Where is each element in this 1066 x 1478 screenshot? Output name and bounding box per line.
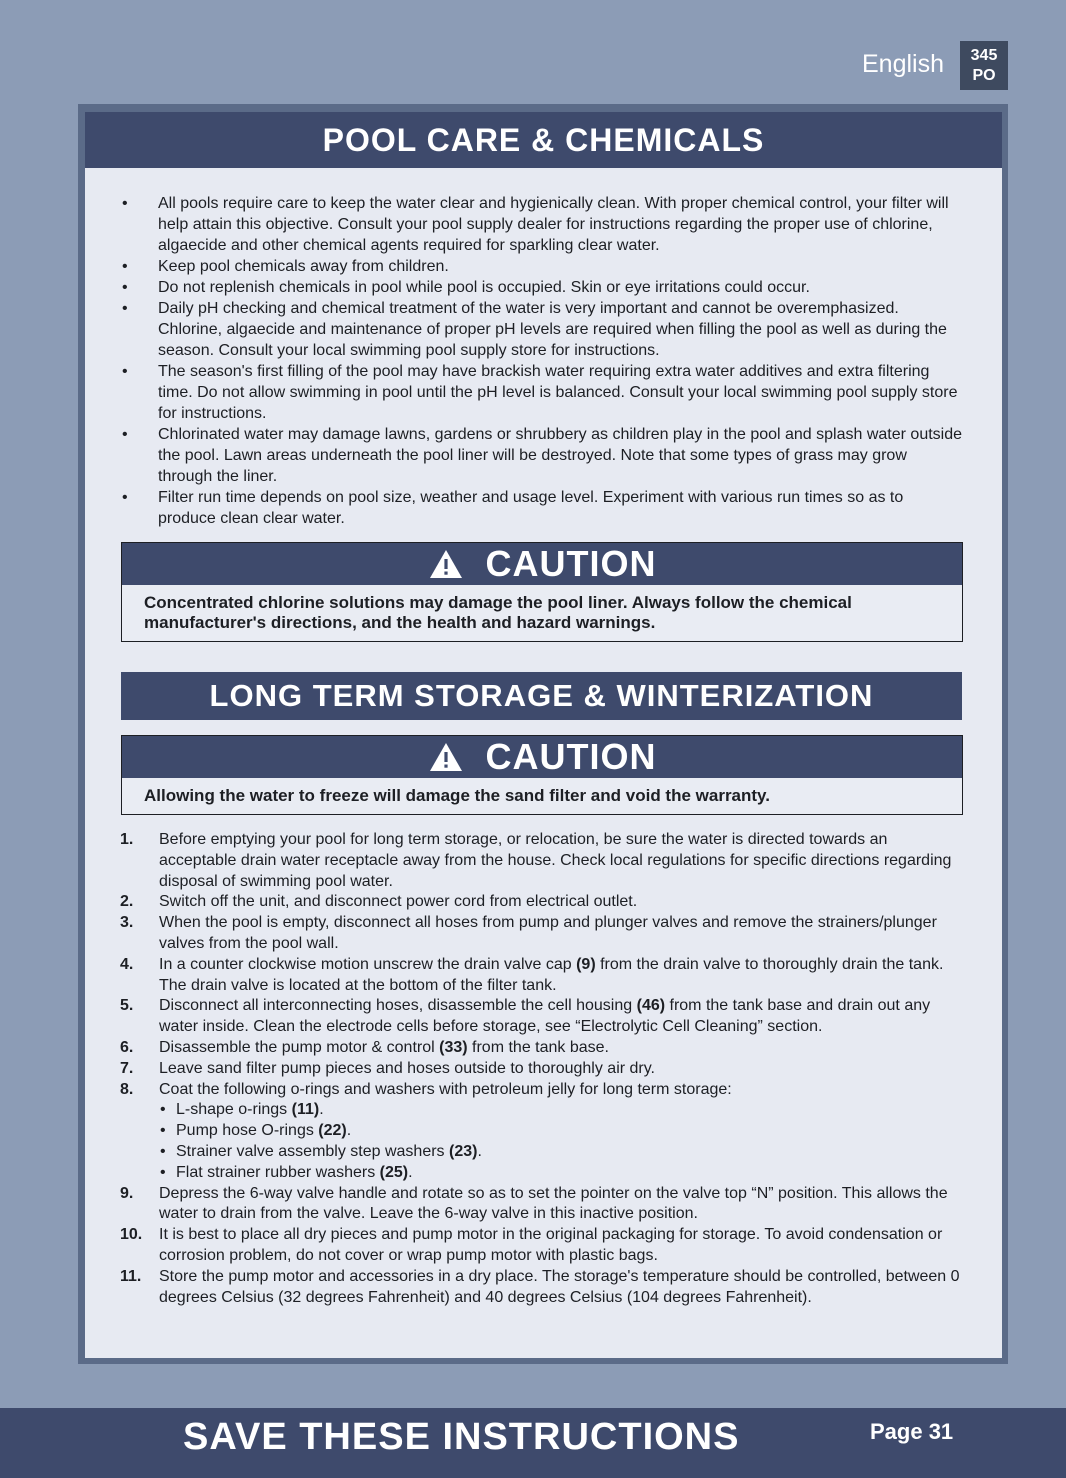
list-item: • All pools require care to keep the water clear and hygienically clean. With proper chemical control, your filter will help attain this objective. Consult your pool supply dealer for instructions regarding the proper use of chlorine, algaecide and other chemical agents required for sparkling clear water. [120, 193, 962, 256]
sub-list-item: • Pump hose O-rings (22). [159, 1121, 962, 1142]
caution-header [122, 736, 962, 778]
step-text: Before emptying your pool for long term storage, or relocation, be sure the water is directed towards an acceptable drain water receptacle away from the house. Check local regulations for specific directions regarding disposal of swimming pool water. [159, 831, 952, 890]
list-item [120, 913, 962, 955]
step-number: 11. [120, 1267, 142, 1285]
list-item: • Keep pool chemicals away from children. [120, 256, 962, 277]
list-item [120, 955, 962, 997]
model-badge [960, 41, 1008, 90]
step-number: 1. [120, 831, 134, 848]
step-number: 9. [120, 1184, 134, 1202]
footer-bar [0, 1408, 1066, 1478]
step-number: 5. [120, 997, 134, 1015]
step-number: 8. [120, 1080, 134, 1098]
list-item [120, 1184, 962, 1226]
step-number: 10. [120, 1226, 143, 1244]
list-item: • The season's first filling of the pool may have brackish water requiring extra water additives and extra filtering time. Do not allow swimming in pool until the pH level is balanced. Consult your local swimming pool supply store for instructions. [120, 361, 962, 424]
part-reference: (22) [318, 1122, 347, 1140]
part-reference: (33) [439, 1038, 468, 1056]
step-text: Leave sand filter pump pieces and hoses outside to thoroughly air dry. [159, 1059, 655, 1077]
step-text: Depress the 6-way valve handle and rotate so as to set the pointer on the valve top “N” position. This allows the water to drain from the valve. Leave the 6-way valve in this inactive position. [159, 1184, 948, 1223]
list-item [120, 1267, 962, 1309]
caution-box-freeze [121, 735, 963, 815]
section-title-storage: LONG TERM STORAGE & WINTERIZATION [121, 672, 962, 720]
part-reference: (23) [449, 1142, 478, 1160]
step-text: from the drain valve to thoroughly drain the tank. The drain valve is located at the bottom of the filter tank. [159, 955, 944, 994]
model-number: 345 [970, 46, 998, 64]
o-ring-list [159, 1100, 962, 1183]
sub-list-item: • Strainer valve assembly step washers (23). [159, 1142, 962, 1163]
sub-list-item: • L-shape o-rings (11). [159, 1100, 962, 1121]
section-title-pool-care: POOL CARE & CHEMICALS [85, 112, 1002, 168]
part-reference: (9) [576, 955, 596, 973]
part-reference: (11) [291, 1101, 320, 1119]
step-text: It is best to place all dry pieces and pump motor in the original packaging for storage. To avoid condensation or corrosion problem, do not cover or wrap pump motor with plastic bags. [159, 1226, 943, 1264]
caution-header [122, 543, 962, 585]
step-text: Disconnect all interconnecting hoses, disassemble the cell housing [159, 997, 637, 1015]
warning-triangle-icon [428, 741, 464, 773]
list-item [120, 1059, 962, 1080]
step-text: from the tank base. [467, 1038, 609, 1056]
caution-message: Concentrated chlorine solutions may damage the pool liner. Always follow the chemical manufacturer's directions, and the health and hazard warnings. [144, 593, 852, 632]
caution-box-chlorine [121, 542, 963, 642]
part-reference: (25) [379, 1163, 409, 1181]
list-item [120, 1038, 962, 1059]
step-text: Disassemble the pump motor & control [159, 1038, 440, 1056]
caution-message: Allowing the water to freeze will damage the sand filter and void the warranty. [144, 786, 770, 805]
step-number: 7. [120, 1059, 134, 1077]
list-item: • Chlorinated water may damage lawns, gardens or shrubbery as children play in the pool and splash water outside the pool. Lawn areas underneath the pool liner will be destroyed. Note that some types of grass may grow through the liner. [120, 424, 962, 487]
part-reference: (46) [636, 997, 666, 1015]
list-item [120, 830, 962, 892]
caution-label: CAUTION [485, 736, 657, 777]
step-number: 2. [120, 893, 134, 911]
step-number: 6. [120, 1038, 134, 1056]
list-item [120, 1080, 962, 1184]
step-text: Coat the following o-rings and washers with petroleum jelly for long term storage: [159, 1080, 732, 1098]
page-number: Page 31 [870, 1419, 954, 1444]
list-item [120, 1225, 962, 1267]
language-label: English [862, 50, 944, 78]
step-text: In a counter clockwise motion unscrew the drain valve cap [159, 955, 577, 973]
pool-care-list [120, 193, 962, 529]
step-text: Store the pump motor and accessories in a dry place. The storage's temperature should be controlled, between 0 degrees Celsius (32 degrees Fahrenheit) and 40 degrees Celsius (104 degrees Fahrenheit). [159, 1267, 960, 1306]
step-text: When the pool is empty, disconnect all hoses from pump and plunger valves and remove the strainers/plunger valves from the pool wall. [159, 914, 937, 952]
model-suffix: PO [972, 66, 996, 84]
storage-steps [120, 830, 962, 1308]
caution-label: CAUTION [485, 543, 657, 584]
list-item: • Do not replenish chemicals in pool while pool is occupied. Skin or eye irritations could occur. [120, 277, 962, 298]
list-item [120, 996, 962, 1038]
step-number: 3. [120, 914, 134, 932]
sub-list-item: • Flat strainer rubber washers (25). [159, 1163, 962, 1184]
list-item [120, 892, 962, 913]
step-text: from the tank base and drain out any water inside. Clean the electrode cells before storage, see “Electrolytic Cell Cleaning” section. [159, 997, 931, 1036]
list-item: • Daily pH checking and chemical treatment of the water is very important and cannot be overemphasized. Chlorine, algaecide and maintenance of proper pH levels are required when filling the pool as well as during the season. Consult your local swimming pool supply store for instructions. [120, 298, 962, 361]
step-number: 4. [120, 955, 134, 973]
list-item: • Filter run time depends on pool size, weather and usage level. Experiment with various run times so as to produce clean clear water. [120, 487, 962, 529]
step-text: Switch off the unit, and disconnect power cord from electrical outlet. [159, 893, 638, 911]
save-instructions-banner: SAVE THESE INSTRUCTIONS [183, 1416, 740, 1458]
warning-triangle-icon [428, 548, 464, 580]
